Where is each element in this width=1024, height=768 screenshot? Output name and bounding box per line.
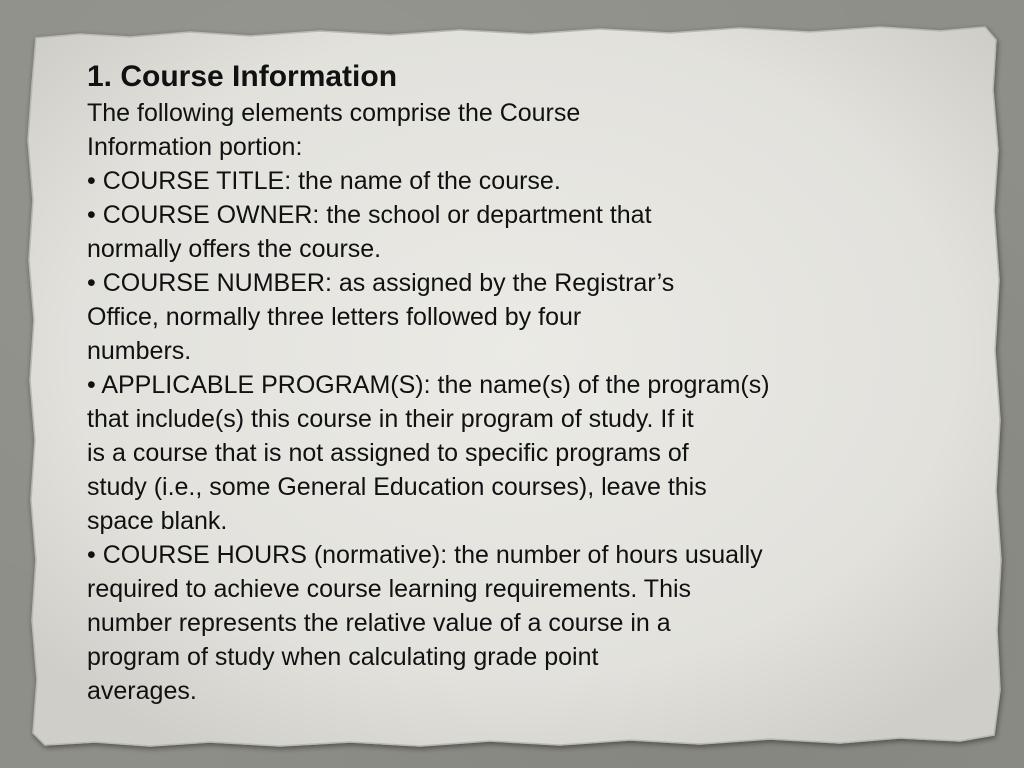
bullet-course-number-cont-1: Office, normally three letters followed by four	[87, 303, 582, 331]
intro-line-2: Information portion:	[87, 133, 303, 161]
bullet-course-hours: • COURSE HOURS (normative): the number of hours usually	[87, 541, 763, 569]
bullet-applicable-programs: • APPLICABLE PROGRAM(S): the name(s) of the program(s)	[87, 371, 770, 399]
bullet-applicable-programs-cont-1: that include(s) this course in their program of study. If it	[87, 405, 694, 433]
slide-content	[87, 58, 877, 708]
bullet-course-hours-cont-3: program of study when calculating grade point	[87, 643, 599, 671]
intro-line-1: The following elements comprise the Course	[87, 99, 581, 127]
bullet-course-title: • COURSE TITLE: the name of the course.	[87, 167, 561, 195]
bullet-course-hours-cont-2: number represents the relative value of a course in a	[87, 609, 671, 637]
bullet-course-number: • COURSE NUMBER: as assigned by the Registrar’s	[87, 269, 675, 297]
section-heading: 1. Course Information	[87, 60, 398, 93]
bullet-applicable-programs-cont-2: is a course that is not assigned to specific programs of	[87, 439, 689, 467]
bullet-course-hours-cont-1: required to achieve course learning requirements. This	[87, 575, 692, 603]
bullet-applicable-programs-cont-3: study (i.e., some General Education courses), leave this	[87, 473, 707, 501]
bullet-course-owner: • COURSE OWNER: the school or department that	[87, 201, 652, 229]
bullet-course-number-cont-2: numbers.	[87, 337, 192, 365]
bullet-course-owner-cont: normally offers the course.	[87, 235, 382, 263]
bullet-course-hours-cont-4: averages.	[87, 677, 197, 705]
bullet-applicable-programs-cont-4: space blank.	[87, 507, 228, 535]
